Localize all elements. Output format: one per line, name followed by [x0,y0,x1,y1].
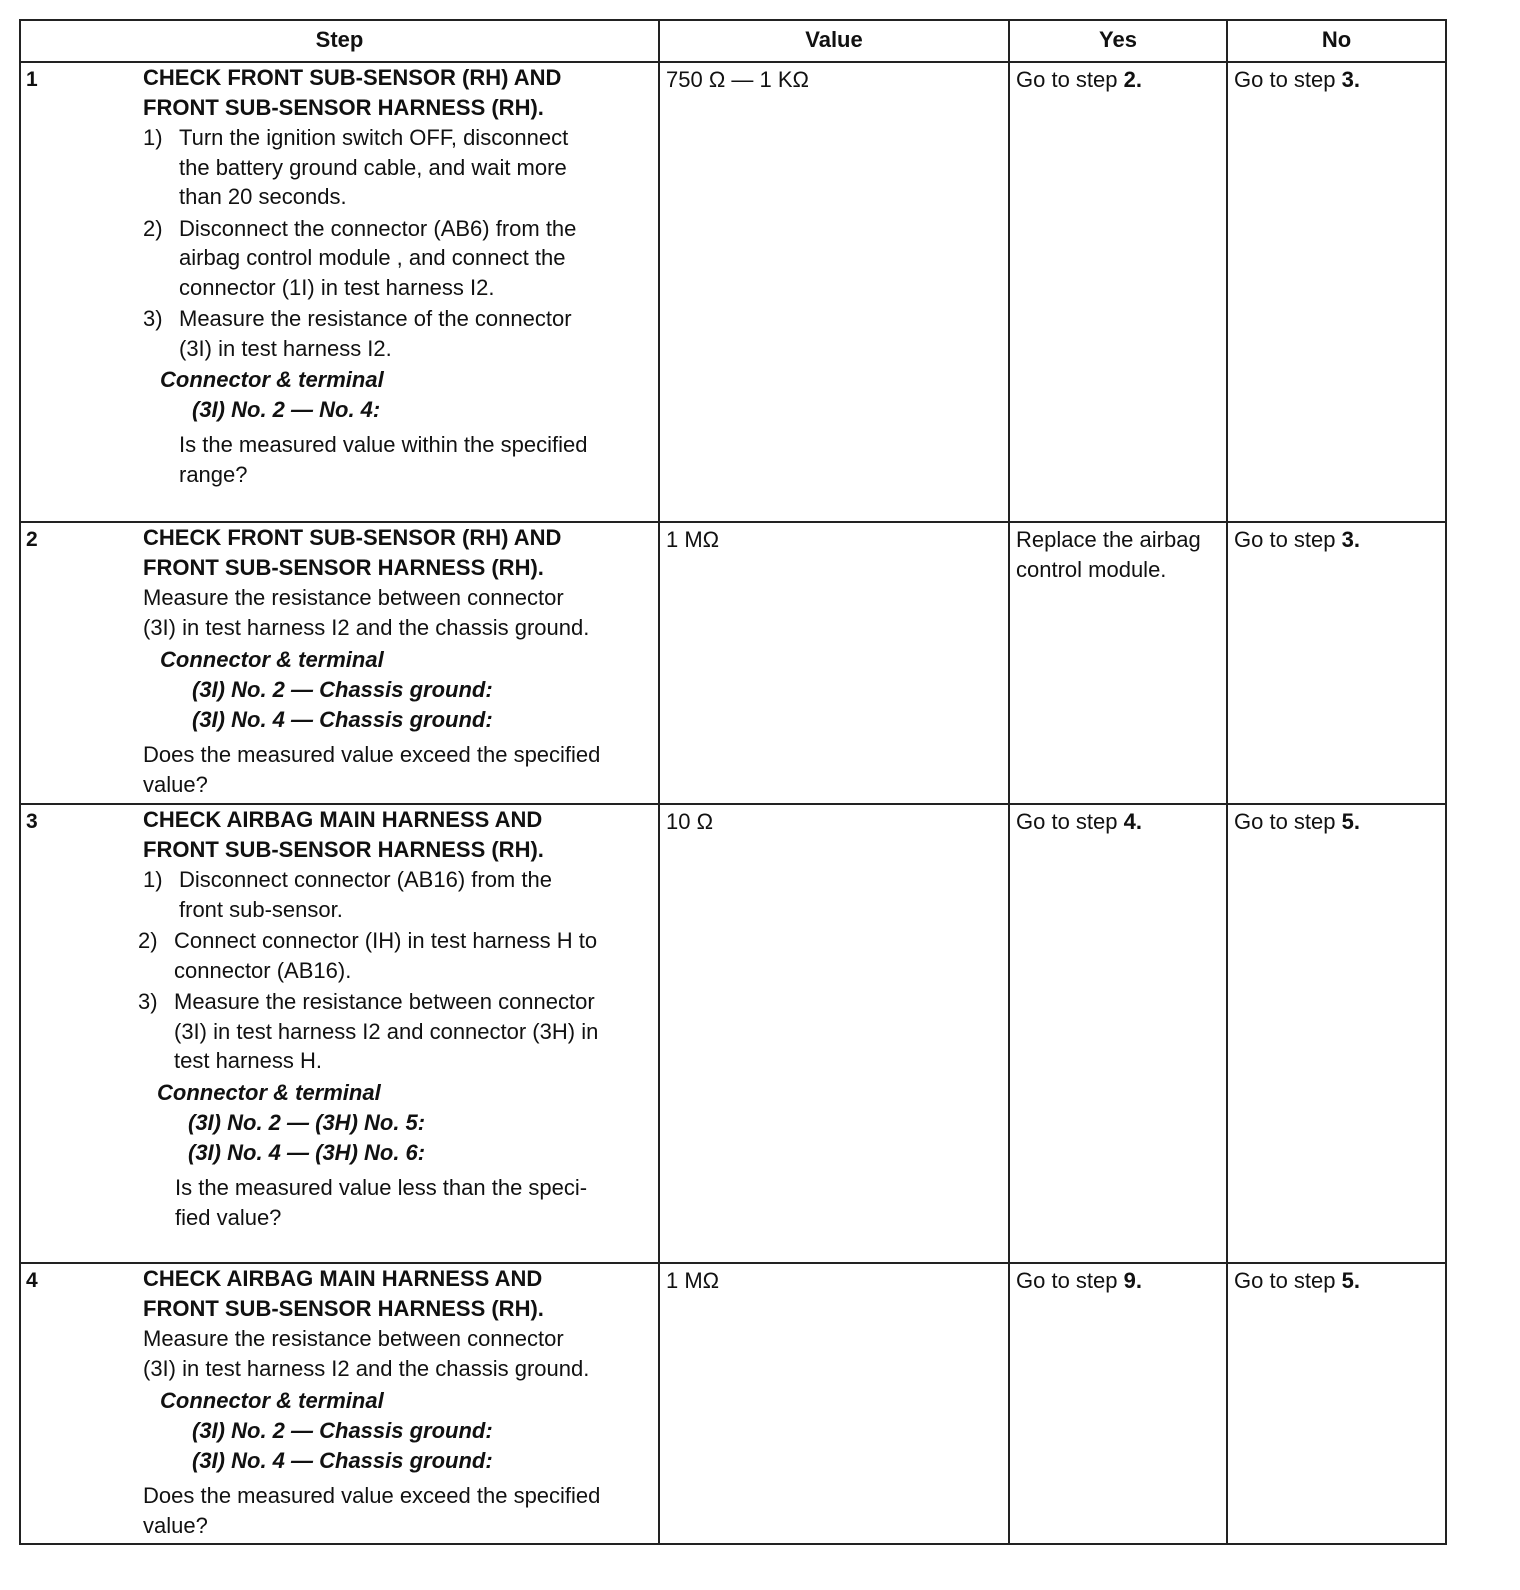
connector-terminal-label: Connector & terminal [157,1079,381,1105]
step-cell [20,1263,659,1544]
procedure-item [143,865,652,924]
step-title: FRONT SUB-SENSOR HARNESS (RH). [143,555,544,580]
terminal-spec: (3I) No. 2 — No. 4: [192,397,381,422]
yes-step-number: 4. [1123,809,1142,834]
instruction-text: (3I) in test harness I2 and the chassis ground. [143,1356,590,1381]
step-number: 2 [26,528,38,551]
step-title: FRONT SUB-SENSOR HARNESS (RH). [143,95,544,120]
diagnostic-table [19,19,1447,1545]
value-cell: 1 MΩ [659,522,1009,804]
step-cell [20,804,659,1263]
question-line: Does the measured value exceed the specified [143,1483,601,1508]
no-step-number: 3. [1341,527,1360,552]
item-text: Connect connector (IH) in test harness H to [174,928,598,953]
procedure-item [143,214,652,303]
procedure-item [143,123,652,212]
header-no: No [1227,20,1446,62]
table-row [20,804,1446,1263]
no-step-number: 5. [1341,1268,1360,1293]
item-text: connector (AB16). [174,957,352,983]
instruction-text: Measure the resistance between connector [143,585,564,610]
step-cell [20,62,659,522]
no-step-number: 3. [1341,67,1360,92]
procedure-list [143,123,652,363]
terminal-spec: (3I) No. 4 — Chassis ground: [192,1448,493,1473]
item-number: 2) [143,215,163,241]
item-text: (3I) in test harness I2 and connector (3H) in [174,1018,599,1044]
item-text: connector (1I) in test harness I2. [179,274,495,300]
yes-text: Go to step [1016,1268,1124,1293]
step-title: FRONT SUB-SENSOR HARNESS (RH). [143,1296,544,1321]
no-cell [1227,62,1446,522]
item-text: Measure the resistance of the connector [179,306,572,331]
yes-text: Go to step [1016,67,1124,92]
item-number: 1) [143,125,163,150]
item-number: 1) [143,867,163,892]
no-cell [1227,1263,1446,1544]
instruction-text: Measure the resistance between connector [143,1326,564,1351]
step-title: CHECK FRONT SUB-SENSOR (RH) AND [143,65,562,90]
question-line: value? [143,772,208,797]
question-line: range? [179,462,248,487]
connector-terminal-label: Connector & terminal [160,367,384,392]
header-row [20,20,1446,62]
item-text: Turn the ignition switch OFF, disconnect [179,125,569,150]
step-title: CHECK AIRBAG MAIN HARNESS AND [143,1266,543,1291]
connector-terminal-label: Connector & terminal [160,647,384,672]
yes-step-number: 9. [1123,1268,1142,1293]
step-number: 4 [26,1269,38,1292]
no-text: Go to step [1234,527,1342,552]
procedure-item [143,304,652,363]
item-text: the battery ground cable, and wait more [179,154,567,180]
terminal-spec: (3I) No. 2 — Chassis ground: [192,677,493,702]
question-line: Is the measured value less than the speci- [175,1174,588,1200]
item-number: 2) [138,928,158,953]
yes-text: Replace the airbag [1016,527,1201,552]
table-row [20,522,1446,804]
terminal-spec: (3I) No. 4 — Chassis ground: [192,707,493,732]
yes-cell [1009,62,1227,522]
item-text: test harness H. [174,1048,322,1073]
no-cell [1227,804,1446,1263]
step-title: FRONT SUB-SENSOR HARNESS (RH). [143,837,544,862]
yes-cell [1009,804,1227,1263]
instruction-text: (3I) in test harness I2 and the chassis ground. [143,615,590,640]
question-line: Is the measured value within the specified [179,432,588,457]
step-number: 3 [26,810,38,833]
item-number: 3) [138,989,158,1014]
header-step: Step [20,20,659,62]
yes-step-number: 2. [1123,67,1142,92]
item-text: airbag control module , and connect the [179,245,566,270]
terminal-spec: (3I) No. 4 — (3H) No. 6: [188,1139,426,1165]
item-text: (3I) in test harness I2. [179,335,392,361]
item-number: 3) [143,306,163,331]
step-cell [20,522,659,804]
item-text: than 20 seconds. [179,184,347,209]
yes-text: Go to step [1016,809,1124,834]
no-text: Go to step [1234,67,1342,92]
table-row [20,62,1446,522]
connector-terminal-label: Connector & terminal [160,1388,384,1413]
yes-text: control module. [1016,557,1167,582]
terminal-spec: (3I) No. 2 — Chassis ground: [192,1418,493,1443]
procedure-item [138,987,652,1076]
header-yes: Yes [1009,20,1227,62]
question [143,740,652,800]
question [179,430,652,490]
step-title: CHECK FRONT SUB-SENSOR (RH) AND [143,525,562,550]
table-row [20,1263,1446,1544]
no-text: Go to step [1234,1268,1342,1293]
question-line: Does the measured value exceed the specified [143,742,601,767]
question [143,1481,652,1541]
value-cell: 750 Ω — 1 KΩ [659,62,1009,522]
value-cell: 1 MΩ [659,1263,1009,1544]
question [175,1173,652,1233]
procedure-item [138,926,652,985]
item-text: Disconnect the connector (AB6) from the [179,215,577,241]
item-text: Measure the resistance between connector [174,989,595,1014]
no-cell [1227,522,1446,804]
header-value: Value [659,20,1009,62]
item-text: Disconnect connector (AB16) from the [179,867,552,892]
terminal-spec: (3I) No. 2 — (3H) No. 5: [188,1109,426,1135]
no-text: Go to step [1234,809,1342,834]
step-title: CHECK AIRBAG MAIN HARNESS AND [143,807,543,832]
no-step-number: 5. [1341,809,1360,834]
step-number: 1 [26,68,38,91]
question-line: fied value? [175,1204,282,1230]
procedure-list [138,865,652,1076]
value-cell: 10 Ω [659,804,1009,1263]
yes-cell [1009,1263,1227,1544]
item-text: front sub-sensor. [179,896,343,922]
yes-cell [1009,522,1227,804]
question-line: value? [143,1513,208,1538]
